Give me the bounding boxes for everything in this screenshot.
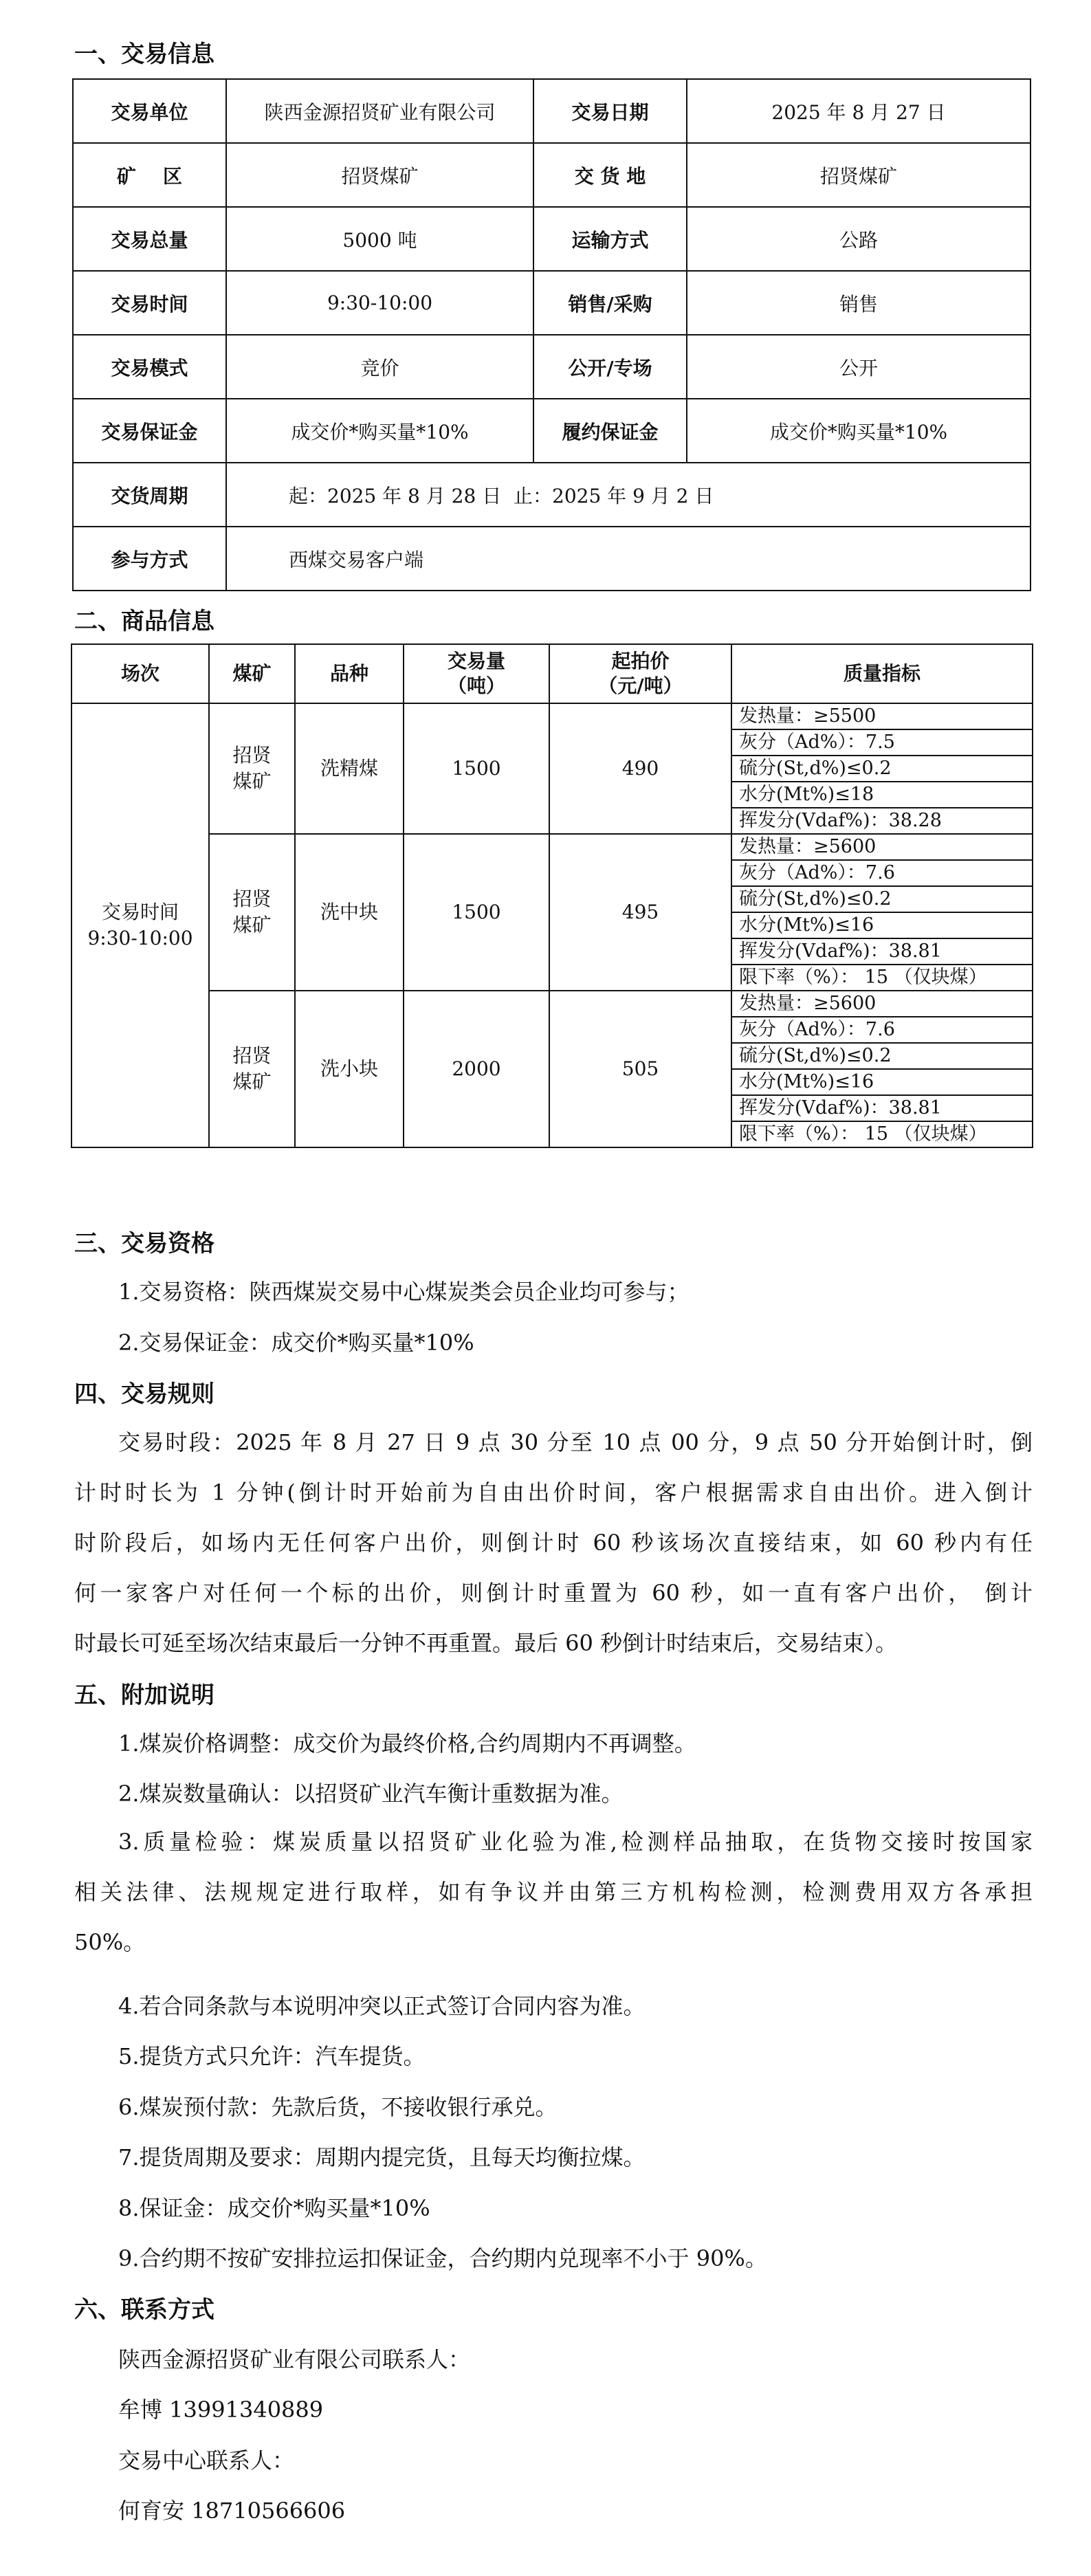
label-cell: 交 货 地 xyxy=(533,143,687,207)
quality-cell: 硫分(St,d%)≤0.2 xyxy=(731,1043,1033,1069)
participation-method-value: 西煤交易客户端 xyxy=(226,527,1031,591)
paragraph-line: 何一家客户对任何一个标的出价，则倒计时重置为 60 秒，如一直有客户出价， 倒计 xyxy=(74,1580,1033,1606)
quality-cell: 挥发分(Vdaf%)：38.81 xyxy=(731,938,1033,965)
mine-cell xyxy=(209,991,295,1147)
table-row xyxy=(73,271,1031,335)
paragraph-line: 时最长可延至场次结束最后一分钟不再重置。最后 60 秒倒计时结束后，交易结束）。 xyxy=(74,1630,898,1656)
volume-cell: 2000 xyxy=(404,991,549,1147)
paragraph-line: 3.质量检验：煤炭质量以招贤矿业化验为准,检测样品抽取，在货物交接时按国家 xyxy=(118,1829,1033,1855)
table-row xyxy=(71,703,1033,729)
header-cell: 品种 xyxy=(295,644,404,703)
header-line: 交易量 xyxy=(447,650,505,672)
quality-cell: 灰分（Ad%）：7.5 xyxy=(731,729,1033,756)
quality-cell: 水分(Mt%)≤16 xyxy=(731,912,1033,938)
note-item: 1.煤炭价格调整：成交价为最终价格,合约周期内不再调整。 xyxy=(118,1730,696,1757)
paragraph-line: 50%。 xyxy=(74,1929,146,1955)
label-cell: 交易时间 xyxy=(73,271,226,335)
value-cell: 销售 xyxy=(687,271,1031,335)
variety-cell: 洗小块 xyxy=(295,991,404,1147)
session-line: 交易时间 xyxy=(101,901,179,923)
section-heading-additional-notes: 五、附加说明 xyxy=(74,1682,214,1709)
value-cell: 公路 xyxy=(687,207,1031,271)
quality-cell: 挥发分(Vdaf%)：38.81 xyxy=(731,1095,1033,1121)
header-cell xyxy=(549,644,731,703)
section-heading-contact: 六、联系方式 xyxy=(74,2296,214,2324)
note-item: 6.煤炭预付款：先款后货，不接收银行承兑。 xyxy=(118,2094,558,2120)
paragraph-line: 时阶段后，如场内无任何客户出价，则倒计时 60 秒该场次直接结束，如 60 秒内有任 xyxy=(74,1530,1033,1556)
variety-cell: 洗精煤 xyxy=(295,703,404,834)
value-cell: 陕西金源招贤矿业有限公司 xyxy=(226,79,533,143)
contact-line: 牟博 13991340889 xyxy=(118,2397,324,2423)
section-heading-product-info: 二、商品信息 xyxy=(74,608,214,635)
volume-cell: 1500 xyxy=(404,703,549,834)
table-row xyxy=(73,143,1031,207)
quality-cell: 水分(Mt%)≤16 xyxy=(731,1069,1033,1095)
mine-line: 煤矿 xyxy=(232,1070,272,1093)
qualification-item: 2.交易保证金：成交价*购买量*10% xyxy=(118,1330,474,1356)
quality-cell: 硫分(St,d%)≤0.2 xyxy=(731,756,1033,782)
section-heading-trade-info: 一、交易信息 xyxy=(74,41,214,68)
mine-line: 招贤 xyxy=(232,1044,272,1067)
quality-cell: 灰分（Ad%）：7.6 xyxy=(731,1017,1033,1043)
label-cell: 交易日期 xyxy=(533,79,687,143)
table-row xyxy=(73,335,1031,399)
value-cell: 招贤煤矿 xyxy=(687,143,1031,207)
mine-line: 招贤 xyxy=(232,888,272,910)
mine-line: 招贤 xyxy=(232,744,272,767)
note-item: 4.若合同条款与本说明冲突以正式签订合同内容为准。 xyxy=(118,1993,646,2019)
quality-cell: 限下率（%）： 15 （仅块煤） xyxy=(731,1121,1033,1147)
trade-rules-paragraph xyxy=(74,1418,1033,1669)
mine-cell xyxy=(209,703,295,834)
label-cell: 交易单位 xyxy=(73,79,226,143)
label-cell: 交易总量 xyxy=(73,207,226,271)
table-row xyxy=(71,834,1033,860)
quality-cell: 发热量：≥5600 xyxy=(731,834,1033,860)
value-cell: 竞价 xyxy=(226,335,533,399)
trade-info-table xyxy=(72,78,1031,591)
value-cell: 公开 xyxy=(687,335,1031,399)
table-row xyxy=(73,527,1031,591)
label-cell: 交易模式 xyxy=(73,335,226,399)
section-heading-trade-rules: 四、交易规则 xyxy=(74,1380,214,1408)
quality-cell: 挥发分(Vdaf%)：38.28 xyxy=(731,808,1033,834)
quality-cell: 水分(Mt%)≤18 xyxy=(731,782,1033,808)
contact-line: 陕西金源招贤矿业有限公司联系人： xyxy=(118,2346,471,2373)
quality-cell: 灰分（Ad%）：7.6 xyxy=(731,860,1033,886)
label-cell: 公开/专场 xyxy=(533,335,687,399)
label-cell: 交货周期 xyxy=(73,463,226,527)
note-item-3 xyxy=(74,1817,1033,1968)
section-heading-qualification: 三、交易资格 xyxy=(74,1230,214,1257)
product-info-table xyxy=(71,643,1033,1148)
value-cell: 2025 年 8 月 27 日 xyxy=(687,79,1031,143)
note-item: 9.合约期不按矿安排拉运扣保证金，合约期内兑现率不小于 90%。 xyxy=(118,2245,767,2271)
mine-line: 煤矿 xyxy=(232,914,272,936)
note-item: 7.提货周期及要求：周期内提完货，且每天均衡拉煤。 xyxy=(118,2144,646,2170)
note-item: 8.保证金：成交价*购买量*10% xyxy=(118,2195,430,2221)
quality-cell: 发热量：≥5600 xyxy=(731,991,1033,1017)
header-cell xyxy=(404,644,549,703)
mine-line: 煤矿 xyxy=(232,770,272,793)
table-row xyxy=(73,79,1031,143)
value-cell: 5000 吨 xyxy=(226,207,533,271)
price-cell: 495 xyxy=(549,834,731,991)
value-cell: 招贤煤矿 xyxy=(226,143,533,207)
table-row xyxy=(73,207,1031,271)
quality-cell: 硫分(St,d%)≤0.2 xyxy=(731,886,1033,912)
header-cell: 场次 xyxy=(71,644,209,703)
label-cell: 运输方式 xyxy=(533,207,687,271)
label-cell: 参与方式 xyxy=(73,527,226,591)
label-cell: 矿 区 xyxy=(73,143,226,207)
header-cell: 质量指标 xyxy=(731,644,1033,703)
value-cell: 成交价*购买量*10% xyxy=(687,399,1031,463)
header-line: 起拍价 xyxy=(611,650,670,672)
volume-cell: 1500 xyxy=(404,834,549,991)
table-row xyxy=(71,991,1033,1017)
session-cell xyxy=(71,703,209,1147)
session-line: 9:30-10:00 xyxy=(87,927,193,949)
qualification-item: 1.交易资格：陕西煤炭交易中心煤炭类会员企业均可参与； xyxy=(118,1279,690,1305)
contact-line: 何育安 18710566606 xyxy=(118,2498,346,2524)
note-item: 5.提货方式只允许：汽车提货。 xyxy=(118,2043,426,2069)
contact-line: 交易中心联系人： xyxy=(118,2447,295,2474)
table-row xyxy=(73,463,1031,527)
table-header-row xyxy=(71,644,1033,703)
value-cell: 成交价*购买量*10% xyxy=(226,399,533,463)
mine-cell xyxy=(209,834,295,991)
label-cell: 履约保证金 xyxy=(533,399,687,463)
value-cell: 9:30-10:00 xyxy=(226,271,533,335)
quality-cell: 发热量：≥5500 xyxy=(731,703,1033,729)
label-cell: 交易保证金 xyxy=(73,399,226,463)
header-line: （元/吨） xyxy=(598,674,683,697)
paragraph-line: 交易时段：2025 年 8 月 27 日 9 点 30 分至 10 点 00 分，9 点 50 分开始倒计时，倒 xyxy=(118,1429,1033,1455)
paragraph-line: 计时时长为 1 分钟(倒计时开始前为自由出价时间，客户根据需求自由出价。进入倒计 xyxy=(74,1479,1033,1506)
table-row xyxy=(73,399,1031,463)
label-cell: 销售/采购 xyxy=(533,271,687,335)
variety-cell: 洗中块 xyxy=(295,834,404,991)
quality-cell: 限下率（%）： 15 （仅块煤） xyxy=(731,965,1033,991)
header-cell: 煤矿 xyxy=(209,644,295,703)
header-line: （吨） xyxy=(447,674,505,697)
price-cell: 505 xyxy=(549,991,731,1147)
delivery-period-value: 起：2025 年 8 月 28 日 止：2025 年 9 月 2 日 xyxy=(226,463,1031,527)
price-cell: 490 xyxy=(549,703,731,834)
note-item: 2.煤炭数量确认：以招贤矿业汽车衡计重数据为准。 xyxy=(118,1781,624,1807)
paragraph-line: 相关法律、法规规定进行取样，如有争议并由第三方机构检测，检测费用双方各承担 xyxy=(74,1879,1033,1905)
